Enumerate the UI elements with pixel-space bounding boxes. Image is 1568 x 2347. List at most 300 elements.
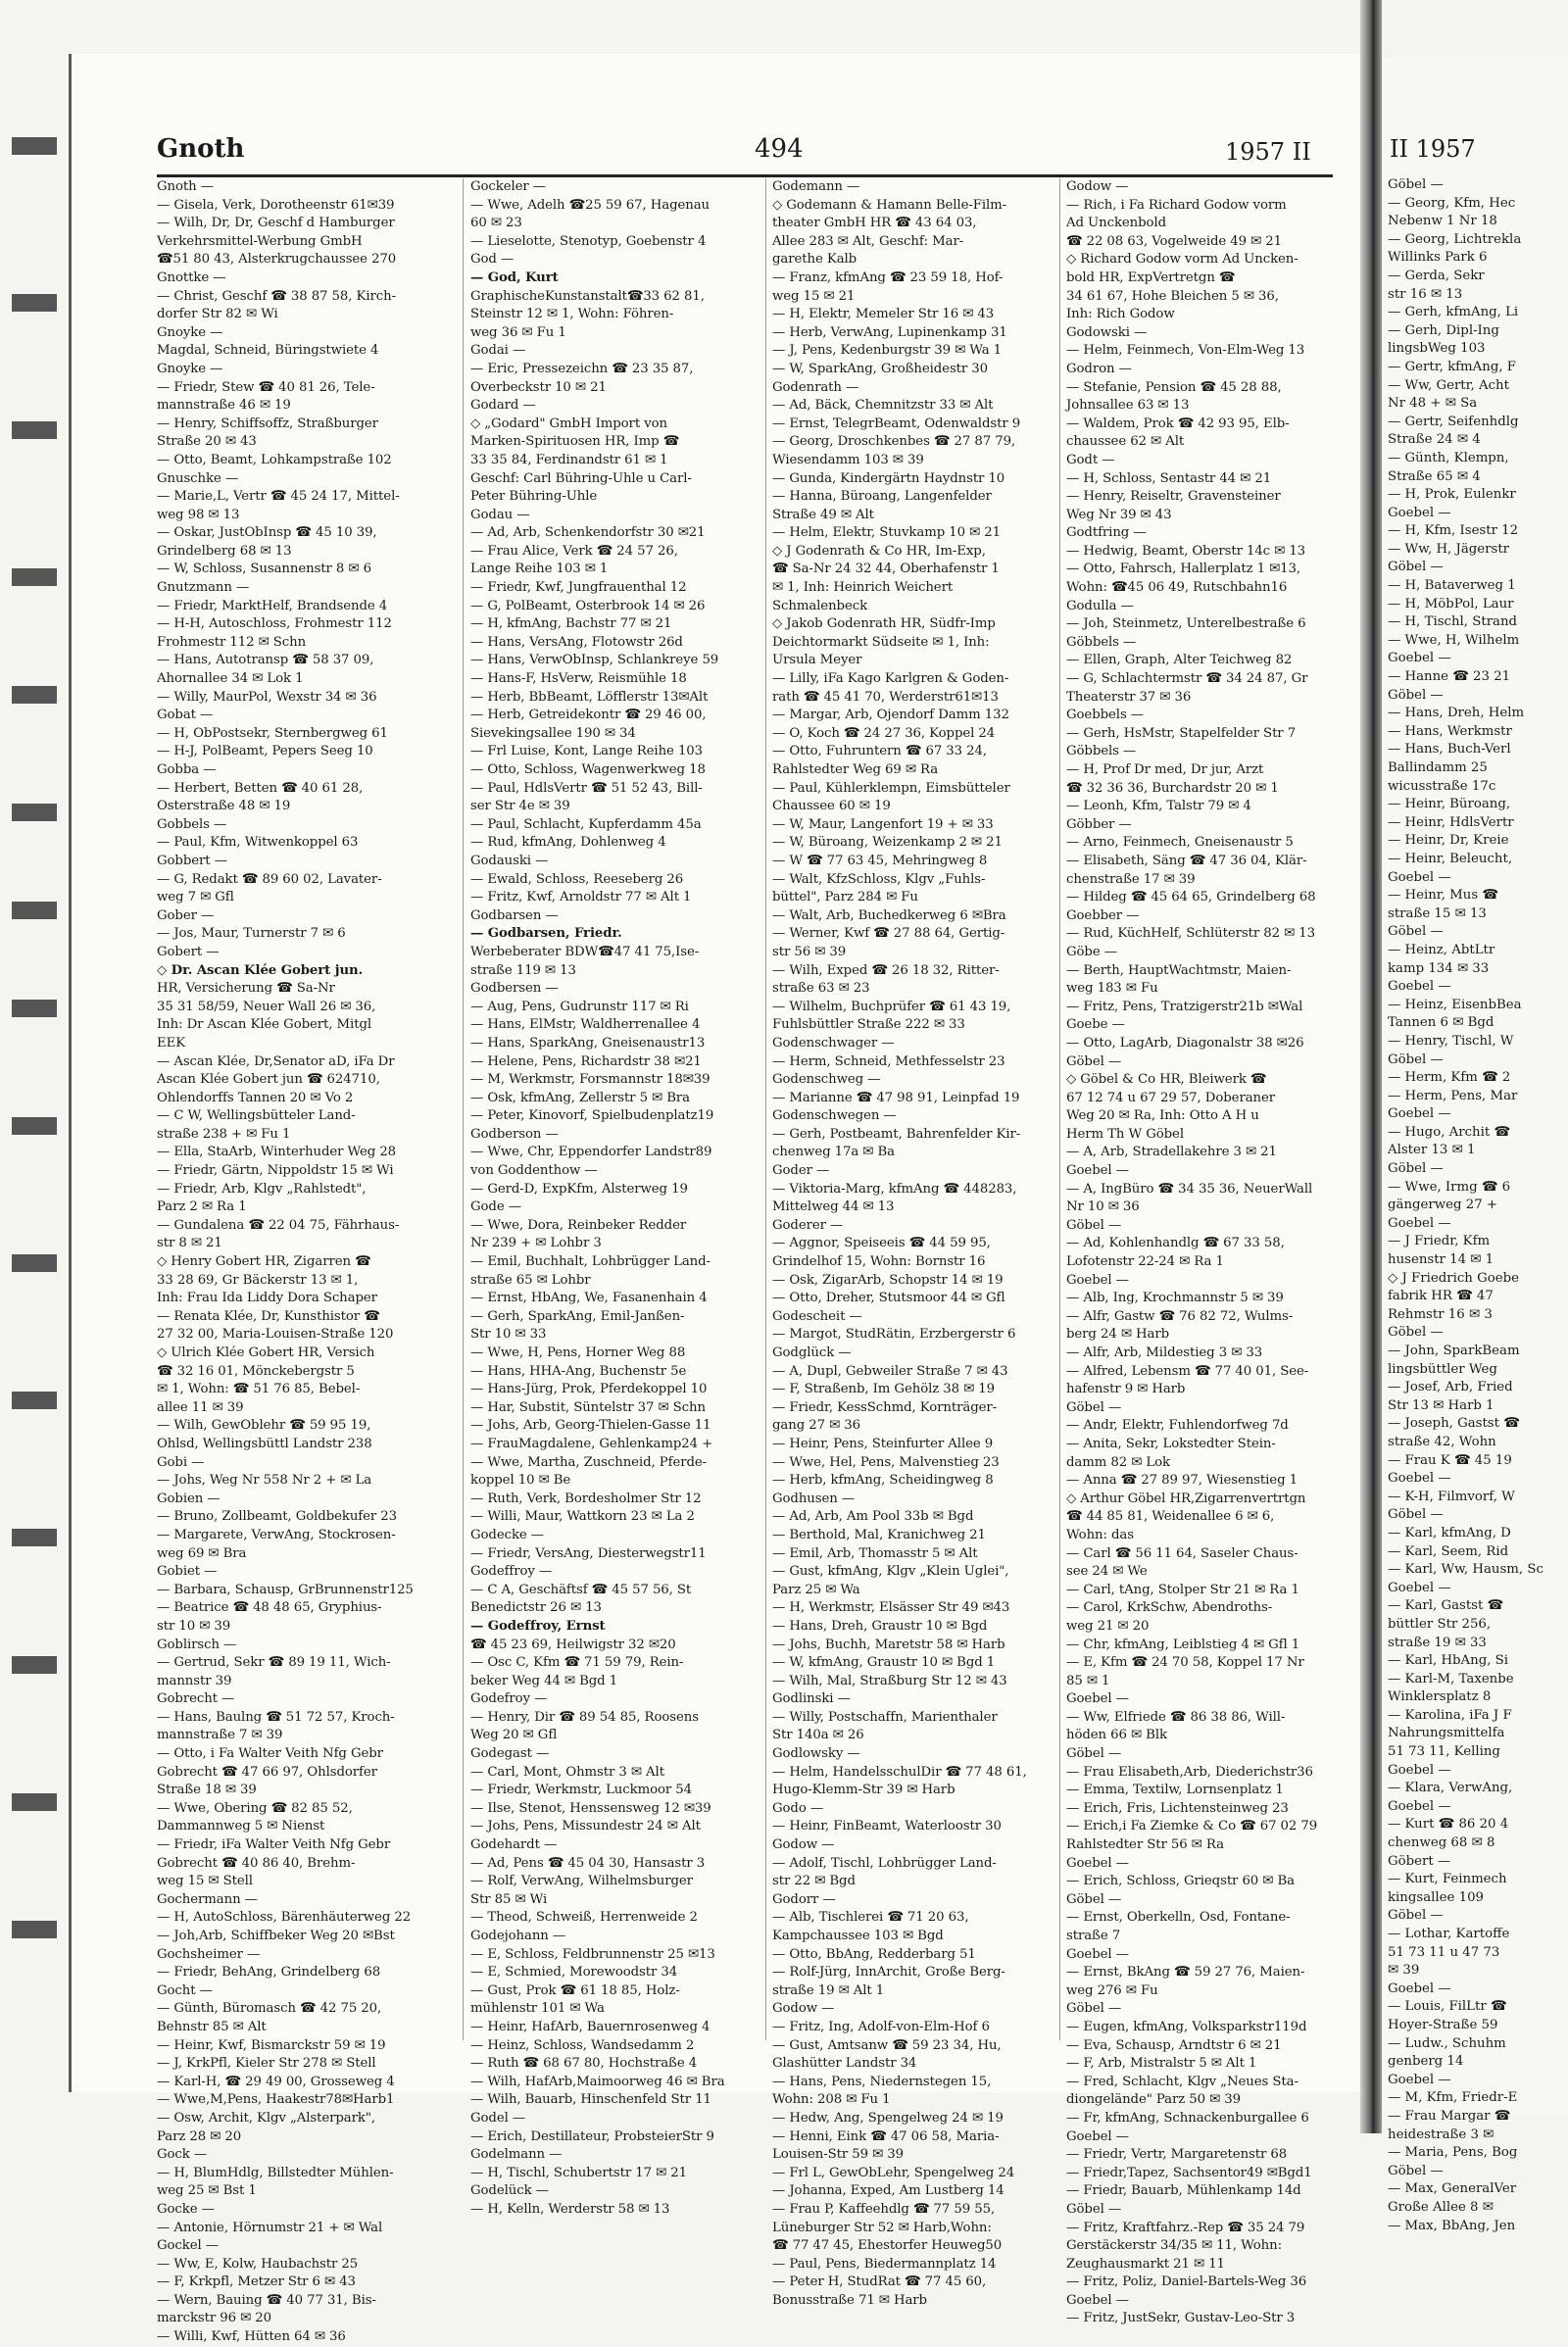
directory-line: Goebel — [1066, 2292, 1129, 2308]
directory-line: — Hedwig, Beamt, Oberstr 14c ✉ 13 [1066, 543, 1306, 559]
margin-mark [12, 804, 57, 821]
directory-line: — Herbert, Betten ☎ 40 61 28, [157, 780, 364, 796]
directory-line: Göbbels — [1066, 744, 1137, 759]
facing-page-line: — Ludw., Schuhm [1388, 2035, 1506, 2051]
margin-mark [12, 1254, 57, 1272]
directory-line: Benedictstr 26 ✉ 13 [470, 1600, 602, 1616]
header-rule [157, 174, 1333, 177]
directory-line: — Hedw, Ang, Spengelweg 24 ✉ 19 [772, 2110, 1004, 2126]
facing-page-line: kingsallee 109 [1388, 1889, 1484, 1905]
facing-page [1382, 57, 1568, 2233]
column-3 [772, 178, 1056, 2308]
directory-line: Godbersen — [470, 981, 559, 997]
directory-line: Johnsallee 63 ✉ 13 [1066, 398, 1190, 414]
directory-line: straße 119 ✉ 13 [470, 962, 576, 978]
facing-page-line: Tannen 6 ✉ Bgd [1388, 1015, 1494, 1031]
directory-line: Gober — [157, 907, 215, 923]
directory-line: — Lieselotte, Stenotyp, Goebenstr 4 [470, 233, 707, 249]
directory-line: ser Str 4e ✉ 39 [470, 799, 570, 814]
directory-line: — Henni, Eink ☎ 47 06 58, Maria- [772, 2128, 1000, 2144]
directory-line: Göbel — [1066, 2001, 1122, 2017]
directory-line: — Friedr, Vertr, Margaretenstr 68 [1066, 2147, 1288, 2163]
directory-line: mannstraße 46 ✉ 19 [157, 398, 291, 414]
facing-page-line: — Kurt, Feinmech [1388, 1872, 1507, 1887]
directory-line: Fuhlsbüttler Straße 222 ✉ 33 [772, 1017, 965, 1033]
directory-line: — W, Schloss, Susannenstr 8 ✉ 6 [157, 562, 371, 577]
facing-page-line: — Karl-M, Taxenbe [1388, 1671, 1514, 1687]
facing-page-line: Goebel — [1388, 869, 1451, 885]
facing-page-line: — Hans, Werkmstr [1388, 723, 1512, 739]
directory-line: Bonusstraße 71 ✉ Harb [772, 2292, 927, 2308]
directory-line: — Joh, Steinmetz, Unterelbestraße 6 [1066, 616, 1306, 632]
directory-line: Gocht — [157, 1982, 213, 1998]
directory-line: — Johs, Buchh, Maretstr 58 ✉ Harb [772, 1637, 1005, 1652]
directory-line: gang 27 ✉ 36 [772, 1418, 860, 1434]
directory-line: straße 238 + ✉ Fu 1 [157, 1126, 291, 1142]
facing-page-line: straße 15 ✉ 13 [1388, 905, 1487, 921]
directory-line: — Walt, KfzSchloss, Klgv „Fuhls- [772, 871, 986, 887]
directory-line: Godow — [772, 2001, 835, 2017]
directory-line: — H, BlumHdlg, Billstedter Mühlen- [157, 2165, 394, 2180]
directory-line: allee 11 ✉ 39 [157, 1399, 244, 1415]
directory-line: — Gerh, HsMstr, Stapelfelder Str 7 [1066, 725, 1297, 741]
directory-line: — Ruth, Verk, Bordesholmer Str 12 [470, 1491, 702, 1506]
facing-page-line: — H, Bataverweg 1 [1388, 578, 1516, 594]
directory-line: — Emma, Textilw, Lornsenplatz 1 [1066, 1783, 1284, 1798]
facing-page-line: 51 73 11 u 47 73 [1388, 1944, 1500, 1960]
directory-line: — God, Kurt [470, 269, 559, 285]
directory-line: — F, Krkpfl, Metzer Str 6 ✉ 43 [157, 2274, 356, 2290]
facing-page-line: — Heinz, EisenbBea [1388, 997, 1522, 1012]
directory-line: — Erich, Destillateur, ProbsteierStr 9 [470, 2128, 714, 2144]
facing-page-line: Goebel — [1388, 1580, 1451, 1595]
directory-line: Gock — [157, 2147, 208, 2163]
column-2 [470, 178, 755, 2217]
facing-page-line: Göbel — [1388, 1507, 1444, 1523]
directory-line: HR, Versicherung ☎ Sa-Nr [157, 981, 335, 997]
facing-page-line: Hoyer-Straße 59 [1388, 2017, 1498, 2032]
margin-mark [12, 137, 57, 155]
facing-page-line: Goebel — [1388, 505, 1451, 520]
directory-line: — Herb, BbBeamt, Löfflerstr 13✉Alt [470, 689, 709, 705]
margin-mark [12, 902, 57, 919]
directory-line: Peter Bühring-Uhle [470, 489, 598, 505]
facing-page-line: Göbel — [1388, 1325, 1444, 1341]
directory-line: ☎51 80 43, Alsterkrugchaussee 270 [157, 252, 397, 268]
directory-line: — Eva, Schausp, Arndtstr 6 ✉ 21 [1066, 2037, 1282, 2053]
directory-line: — C W, Wellingsbütteler Land- [157, 1108, 356, 1124]
directory-line: str 8 ✉ 21 [157, 1236, 222, 1251]
directory-line: ◇ Jakob Godenrath HR, Südfr-Imp [772, 616, 996, 632]
directory-line: — W, Maur, Langenfort 19 + ✉ 33 [772, 816, 994, 832]
directory-line: — Frl Luise, Kont, Lange Reihe 103 [470, 744, 704, 759]
facing-page-line: — Wwe, H, Wilhelm [1388, 632, 1520, 648]
directory-line: ☎ 77 47 45, Ehestorfer Heuweg50 [772, 2238, 1003, 2254]
directory-line: — Rud, KüchHelf, Schlüterstr 82 ✉ 13 [1066, 926, 1315, 942]
directory-line: — Helm, HandelsschulDir ☎ 77 48 61, [772, 1764, 1027, 1780]
directory-line: — Marie,L, Vertr ☎ 45 24 17, Mittel- [157, 489, 400, 505]
directory-line: — Renata Klée, Dr, Kunsthistor ☎ [157, 1308, 380, 1324]
directory-line: — H, Kelln, Werderstr 58 ✉ 13 [470, 2201, 670, 2217]
directory-line: Wohn: das [1066, 1527, 1134, 1542]
directory-line: 35 31 58/59, Neuer Wall 26 ✉ 36, [157, 999, 376, 1014]
directory-line: — J, Pens, Kedenburgstr 39 ✉ Wa 1 [772, 343, 1003, 359]
directory-line: ◇ Godemann & Hamann Belle-Film- [772, 197, 1007, 213]
facing-page-line: lingsbüttler Weg [1388, 1361, 1497, 1377]
directory-line: — Wilhelm, Buchprüfer ☎ 61 43 19, [772, 999, 1011, 1014]
directory-line: Gnutzmann — [157, 580, 250, 596]
directory-line: Gobba — [157, 762, 217, 777]
directory-line: 67 12 74 u 67 29 57, Doberaner [1066, 1090, 1276, 1105]
directory-line: — Friedr, Werkmstr, Luckmoor 54 [470, 1783, 692, 1798]
directory-line: — Heinz, Schloss, Wandsedamm 2 [470, 2037, 695, 2053]
facing-page-line: — Max, GeneralVer [1388, 2181, 1517, 2197]
directory-line: Godlinski — [772, 1691, 851, 1707]
facing-page-line: — Hanne ☎ 23 21 [1388, 669, 1511, 685]
directory-line: Gnuschke — [157, 470, 239, 486]
facing-page-line: — Karl, Gastst ☎ [1388, 1598, 1504, 1614]
directory-line: — Osc C, Kfm ☎ 71 59 79, Rein- [470, 1655, 684, 1671]
directory-line: — Wilh, Mal, Straßburg Str 12 ✉ 43 [772, 1673, 1007, 1688]
directory-line: büttel", Parz 284 ✉ Fu [772, 890, 918, 905]
directory-line: dorfer Str 82 ✉ Wi [157, 307, 278, 322]
directory-line: — Marianne ☎ 47 98 91, Leinpfad 19 [772, 1090, 1020, 1105]
directory-line: — A, Arb, Stradellakehre 3 ✉ 21 [1066, 1145, 1277, 1160]
directory-line: weg 25 ✉ Bst 1 [157, 2183, 257, 2199]
directory-line: — Hans, Autotransp ☎ 58 37 09, [157, 653, 374, 668]
directory-line: — Wwe, H, Pens, Horner Weg 88 [470, 1345, 686, 1360]
facing-page-line: — Frau K ☎ 45 19 [1388, 1452, 1512, 1468]
directory-line: Godenschwegen — [772, 1108, 897, 1124]
directory-line: Godglück — [772, 1345, 852, 1360]
directory-line: — Gundalena ☎ 22 04 75, Fährhaus- [157, 1217, 400, 1233]
directory-line: — Wwe, Hel, Pens, Malvenstieg 23 [772, 1454, 1000, 1470]
directory-line: — Ww, Elfriede ☎ 86 38 86, Will- [1066, 1709, 1286, 1725]
directory-line: 33 28 69, Gr Bäckerstr 13 ✉ 1, [157, 1272, 359, 1288]
facing-page-line: Goebel — [1388, 1762, 1451, 1778]
directory-line: straße 7 [1066, 1929, 1121, 1943]
facing-page-line: — Gerda, Sekr [1388, 268, 1485, 283]
directory-line: Godenschweg — [772, 1072, 881, 1088]
directory-line: — Friedr, Kwf, Jungfrauenthal 12 [470, 580, 687, 596]
directory-line: ◇ J Godenrath & Co HR, Im-Exp, [772, 543, 986, 559]
directory-line: Lofotenstr 22-24 ✉ Ra 1 [1066, 1254, 1224, 1270]
directory-line: Inh: Dr Ascan Klée Gobert, Mitgl [157, 1017, 372, 1033]
directory-line: — Wwe, Adelh ☎25 59 67, Hagenau [470, 197, 710, 213]
directory-line: berg 24 ✉ Harb [1066, 1327, 1169, 1343]
directory-line: weg 36 ✉ Fu 1 [470, 324, 566, 340]
directory-line: — Bruno, Zollbeamt, Goldbekufer 23 [157, 1509, 397, 1525]
directory-line: — H, AutoSchloss, Bärenhäuterweg 22 [157, 1910, 412, 1926]
directory-line: — G, PolBeamt, Osterbrook 14 ✉ 26 [470, 598, 706, 613]
directory-line: Godlowsky — [772, 1746, 860, 1762]
directory-line: mühlenstr 101 ✉ Wa [470, 2001, 605, 2017]
facing-page-line: Göbel — [1388, 1051, 1444, 1067]
directory-line: Ascan Klée Gobert jun ☎ 624710, [157, 1072, 380, 1088]
facing-page-line: — Lothar, Kartoffe [1388, 1927, 1510, 1941]
directory-line: — Alb, Ing, Krochmannstr 5 ✉ 39 [1066, 1291, 1284, 1306]
directory-line: Godhusen — [772, 1491, 856, 1506]
running-head-name: Gnoth [157, 134, 245, 164]
directory-line: EEK [157, 1035, 186, 1051]
directory-line: Parz 25 ✉ Wa [772, 1582, 860, 1597]
facing-page-line: Große Allee 8 ✉ [1388, 2199, 1494, 2215]
facing-page-line: — Heinr, Dr, Kreie [1388, 833, 1509, 849]
directory-line: — Alb, Tischlerei ☎ 71 20 63, [772, 1910, 969, 1926]
directory-line: — Alfred, Lebensm ☎ 77 40 01, See- [1066, 1363, 1309, 1379]
directory-line: — Walt, Arb, Buchedkerweg 6 ✉Bra [772, 907, 1006, 923]
directory-line: — Carol, KrkSchw, Abendroths- [1066, 1600, 1273, 1616]
column-divider [463, 178, 464, 2040]
directory-line: — Paul, Pens, Biedermannplatz 14 [772, 2256, 997, 2272]
directory-line: — Wwe, Martha, Zuschneid, Pferde- [470, 1454, 708, 1470]
directory-line: chenweg 17a ✉ Ba [772, 1145, 895, 1160]
directory-line: — G, Schlachtermstr ☎ 34 24 87, Gr [1066, 671, 1308, 687]
directory-line: Behnstr 85 ✉ Alt [157, 2019, 267, 2034]
directory-line: — Ascan Klée, Dr,Senator aD, iFa Dr [157, 1053, 395, 1069]
directory-line: — Emil, Buchhalt, Lohbrügger Land- [470, 1254, 710, 1270]
directory-line: — E, Schmied, Morewoodstr 34 [470, 1965, 678, 1980]
directory-line: Godefroy — [470, 1691, 548, 1707]
directory-line: — Karl-H, ☎ 29 49 00, Grosseweg 4 [157, 2074, 395, 2089]
directory-line: Hugo-Klemm-Str 39 ✉ Harb [772, 1783, 956, 1798]
directory-line: Gobien — [157, 1491, 220, 1506]
directory-line: — Johs, Pens, Missundestr 24 ✉ Alt [470, 1819, 701, 1834]
directory-line: — Beatrice ☎ 48 48 65, Gryphius- [157, 1600, 382, 1616]
directory-line: — Viktoria-Marg, kfmAng ☎ 448283, [772, 1181, 1017, 1197]
facing-page-line: wicusstraße 17c [1388, 778, 1496, 794]
facing-page-line: — Gerh, Dipl-Ing [1388, 322, 1499, 338]
directory-line: — Frau Alice, Verk ☎ 24 57 26, [470, 543, 678, 559]
directory-line: Gnoyke — [157, 361, 223, 376]
directory-line: Godescheit — [772, 1308, 862, 1324]
directory-line: — Willi, Maur, Wattkorn 23 ✉ La 2 [470, 1509, 695, 1525]
directory-line: — Christ, Geschf ☎ 38 87 58, Kirch- [157, 288, 396, 304]
directory-line: — H, Prof Dr med, Dr jur, Arzt [1066, 762, 1264, 777]
directory-line: Godauski — [470, 853, 549, 868]
directory-line: Parz 2 ✉ Ra 1 [157, 1199, 247, 1215]
directory-line: Glashütter Landstr 34 [772, 2056, 917, 2072]
directory-line: see 24 ✉ We [1066, 1564, 1148, 1580]
directory-line: Göbel — [1066, 1399, 1122, 1415]
directory-line: — Emil, Arb, Thomasstr 5 ✉ Alt [772, 1545, 978, 1561]
facing-page-line: — Hans, Buch-Verl [1388, 742, 1511, 758]
directory-line: Nr 10 ✉ 36 [1066, 1199, 1140, 1215]
directory-line: Sievekingsallee 190 ✉ 34 [470, 725, 636, 741]
directory-line: — Alfr, Arb, Mildestieg 3 ✉ 33 [1066, 1345, 1263, 1360]
directory-line: — Wwe, Chr, Eppendorfer Landstr89 [470, 1145, 712, 1160]
directory-line: Parz 28 ✉ 20 [157, 2128, 242, 2144]
facing-page-line: — Karl, Ww, Hausm, Sc [1388, 1562, 1544, 1578]
facing-page-line: Straße 24 ✉ 4 [1388, 432, 1481, 448]
directory-line: — Hanna, Büroang, Langenfelder [772, 489, 992, 505]
directory-line: garethe Kalb [772, 252, 858, 268]
directory-line: Herm Th W Göbel [1066, 1126, 1184, 1142]
directory-line: Grindelberg 68 ✉ 13 [157, 543, 292, 559]
page-margin [0, 39, 69, 2097]
facing-page-line: — Frau Margar ☎ [1388, 2108, 1511, 2124]
directory-line: — Gust, Amtsanw ☎ 59 23 34, Hu, [772, 2037, 1002, 2053]
directory-line: Theaterstr 37 ✉ 36 [1066, 689, 1192, 705]
directory-line: — Wwe,M,Pens, Haakestr78✉Harb1 [157, 2092, 395, 2108]
directory-line: Str 10 ✉ 33 [470, 1327, 547, 1343]
directory-line: — Otto, i Fa Walter Veith Nfg Gebr [157, 1746, 383, 1762]
directory-line: — Ernst, TelegrBeamt, Odenwaldstr 9 [772, 416, 1021, 431]
directory-line: Lüneburger Str 52 ✉ Harb,Wohn: [772, 2220, 992, 2235]
directory-line: straße 19 ✉ Alt 1 [772, 1982, 885, 1998]
directory-line: — Adolf, Tischl, Lohbrügger Land- [772, 1855, 997, 1871]
directory-line: Goder — [772, 1163, 830, 1179]
directory-line: — A, Dupl, Gebweiler Straße 7 ✉ 43 [772, 1363, 1008, 1379]
directory-line: Wohn: 208 ✉ Fu 1 [772, 2092, 891, 2108]
directory-line: Ohlendorffs Tannen 20 ✉ Vo 2 [157, 1090, 354, 1105]
directory-line: chenstraße 17 ✉ 39 [1066, 871, 1196, 887]
directory-line: Gobert — [157, 944, 220, 959]
facing-page-line: — Georg, Lichtrekla [1388, 231, 1522, 247]
facing-page-line: — Günth, Klempn, [1388, 450, 1509, 465]
directory-line: hafenstr 9 ✉ Harb [1066, 1382, 1186, 1397]
margin-mark [12, 1000, 57, 1017]
facing-page-line: — Joseph, Gastst ☎ [1388, 1416, 1520, 1432]
directory-line: — Anna ☎ 27 89 97, Wiesenstieg 1 [1066, 1473, 1298, 1489]
directory-line: — Hans-F, HsVerw, Reismühle 18 [470, 671, 687, 687]
directory-line: — E, Kfm ☎ 24 70 58, Koppel 17 Nr [1066, 1655, 1304, 1671]
directory-line: — Helm, Feinmech, Von-Elm-Weg 13 [1066, 343, 1305, 359]
facing-page-line: — Karl, HbAng, Si [1388, 1653, 1509, 1669]
directory-line: Werbeberater BDW☎47 41 75,Ise- [470, 944, 700, 959]
directory-line: diongelände" Parz 50 ✉ 39 [1066, 2092, 1241, 2108]
directory-line: — Carl ☎ 56 11 64, Saseler Chaus- [1066, 1545, 1298, 1561]
directory-line: — Ad, Kohlenhandlg ☎ 67 33 58, [1066, 1236, 1285, 1251]
directory-line: bold HR, ExpVertretgn ☎ [1066, 269, 1236, 285]
facing-page-line: gängerweg 27 + [1388, 1198, 1498, 1213]
directory-line: Goblirsch — [157, 1637, 237, 1652]
directory-line: — Margot, StudRätin, Erzbergerstr 6 [772, 1327, 1016, 1343]
directory-line: — Jos, Maur, Turnerstr 7 ✉ 6 [157, 926, 346, 942]
directory-line: — Otto, Dreher, Stutsmoor 44 ✉ Gfl [772, 1291, 1005, 1306]
directory-line: — Frau P, Kaffeehdlg ☎ 77 59 55, [772, 2201, 996, 2217]
directory-line: Overbeckstr 10 ✉ 21 [470, 379, 607, 395]
facing-page-line: Nebenw 1 Nr 18 [1388, 214, 1497, 229]
directory-line: — Gerh, Postbeamt, Bahrenfelder Kir- [772, 1126, 1021, 1142]
facing-page-line: str 16 ✉ 13 [1388, 286, 1463, 302]
directory-line: ☎ 32 36 36, Burchardstr 20 ✉ 1 [1066, 780, 1279, 796]
directory-line: — Willi, Kwf, Hütten 64 ✉ 36 [157, 2329, 346, 2345]
directory-line: — Osk, kfmAng, Zellerstr 5 ✉ Bra [470, 1090, 690, 1105]
facing-page-line: — Herm, Kfm ☎ 2 [1388, 1070, 1511, 1086]
directory-line: — Rich, i Fa Richard Godow vorm [1066, 197, 1287, 213]
directory-line: — Fred, Schlacht, Klgv „Neues Sta- [1066, 2074, 1298, 2089]
directory-line: Gobbels — [157, 816, 227, 832]
directory-line: — Johs, Arb, Georg-Thielen-Gasse 11 [470, 1418, 711, 1434]
directory-line: ☎ 45 23 69, Heilwigstr 32 ✉20 [470, 1637, 676, 1652]
directory-line: — Joh,Arb, Schiffbeker Weg 20 ✉Bst [157, 1929, 395, 1943]
directory-line: weg 15 ✉ Stell [157, 1874, 253, 1889]
directory-line: Goebel — [1066, 1691, 1129, 1707]
directory-line: Godehardt — [470, 1837, 558, 1853]
directory-line: — Anita, Sekr, Lokstedter Stein- [1066, 1436, 1276, 1451]
directory-line: — Friedr, BehAng, Grindelberg 68 [157, 1965, 381, 1980]
directory-line: Straße 20 ✉ 43 [157, 434, 257, 450]
directory-line: Straße 49 ✉ Alt [772, 507, 874, 522]
directory-line: Gobi — [157, 1454, 205, 1470]
margin-mark [12, 1921, 57, 1938]
directory-line: Geschf: Carl Bühring-Uhle u Carl- [470, 470, 692, 486]
directory-line: Godron — [1066, 361, 1132, 376]
directory-line: Wohn: ☎45 06 49, Rutschbahn16 [1066, 580, 1288, 596]
directory-line: — Paul, Kühlerklempn, Eimsbütteler [772, 780, 1010, 796]
directory-line: 60 ✉ 23 [470, 216, 522, 231]
directory-line: — G, Redakt ☎ 89 60 02, Lavater- [157, 871, 382, 887]
margin-mark [12, 421, 57, 439]
facing-page-line: Goebel — [1388, 1798, 1451, 1814]
facing-page-line: Goebel — [1388, 1106, 1451, 1122]
facing-page-line: Göbel — [1388, 177, 1444, 192]
facing-page-line: — Louis, FilLtr ☎ [1388, 1999, 1507, 2015]
facing-page-line: — Hugo, Archit ☎ [1388, 1124, 1511, 1140]
facing-page-line: — Karl, Seem, Rid [1388, 1543, 1509, 1559]
directory-line: — H, Schloss, Sentastr 44 ✉ 21 [1066, 470, 1272, 486]
directory-line: — Frl L, GewObLehr, Spengelweg 24 [772, 2165, 1015, 2180]
directory-line: ◇ Göbel & Co HR, Bleiwerk ☎ [1066, 1072, 1267, 1088]
page-year: 1957 II [1225, 138, 1311, 166]
directory-line: — Fritz, JustSekr, Gustav-Leo-Str 3 [1066, 2311, 1296, 2326]
directory-line: Goebel — [1066, 1163, 1129, 1179]
directory-line: Godow — [1066, 179, 1129, 194]
directory-line: Godemann — [772, 179, 860, 194]
directory-line: weg 183 ✉ Fu [1066, 981, 1158, 997]
facing-page-line: — Kurt ☎ 86 20 4 [1388, 1817, 1509, 1833]
directory-line: — Andr, Elektr, Fuhlendorfweg 7d [1066, 1418, 1289, 1434]
page-header [157, 134, 1333, 173]
facing-page-line: 51 73 11, Kelling [1388, 1744, 1500, 1760]
directory-line: beker Weg 44 ✉ Bgd 1 [470, 1673, 618, 1688]
directory-line: Gockeler — [470, 179, 547, 194]
directory-line: Deichtormarkt Südseite ✉ 1, Inh: [772, 634, 990, 650]
facing-page-line: — K-H, Filmvorf, W [1388, 1489, 1515, 1504]
directory-line: theater GmbH HR ☎ 43 64 03, [772, 216, 977, 231]
directory-line: — O, Koch ☎ 24 27 36, Koppel 24 [772, 725, 996, 741]
directory-line: Gnottke — [157, 269, 226, 285]
directory-line: — Barbara, Schausp, GrBrunnenstr125 [157, 1582, 414, 1597]
page-number: 494 [755, 134, 804, 164]
facing-page-line: — Ww, H, Jägerstr [1388, 541, 1510, 557]
directory-line: — Erich, Schloss, Grieqstr 60 ✉ Ba [1066, 1874, 1295, 1889]
directory-line: Grindelhof 15, Wohn: Bornstr 16 [772, 1254, 986, 1270]
directory-line: Gnoyke — [157, 324, 223, 340]
facing-page-line: — Hans, Dreh, Helm [1388, 706, 1525, 721]
directory-line: — C A, Geschäftsf ☎ 45 57 56, St [470, 1582, 692, 1597]
directory-line: — Helm, Elektr, Stuvkamp 10 ✉ 21 [772, 525, 1001, 541]
directory-line: — Henry, Reiseltr, Gravensteiner [1066, 489, 1281, 505]
facing-page-line: Willinks Park 6 [1388, 250, 1488, 266]
directory-line: — Gerh, SparkAng, Emil-Janßen- [470, 1308, 685, 1324]
directory-line: Godberson — [470, 1126, 559, 1142]
directory-line: weg 7 ✉ Gfl [157, 890, 234, 905]
directory-line: Gobrecht ☎ 47 66 97, Ohlsdorfer [157, 1764, 377, 1780]
facing-page-line: Göbel — [1388, 560, 1444, 575]
directory-line: 85 ✉ 1 [1066, 1673, 1110, 1688]
directory-line: — Werner, Kwf ☎ 27 88 64, Gertig- [772, 926, 1005, 942]
directory-line: Godtfring — [1066, 525, 1147, 541]
directory-line: — Ruth ☎ 68 67 80, Hochstraße 4 [470, 2056, 698, 2072]
directory-line: Godai — [470, 343, 526, 359]
directory-line: — Heinr, FinBeamt, Waterloostr 30 [772, 1819, 1002, 1834]
directory-line: — Hildeg ☎ 45 64 65, Grindelberg 68 [1066, 890, 1316, 905]
directory-line: — Georg, Droschkenbes ☎ 27 87 79, [772, 434, 1016, 450]
directory-line: straße 63 ✉ 23 [772, 981, 870, 997]
directory-line: — Friedr, KessSchmd, Kornträger- [772, 1399, 998, 1415]
